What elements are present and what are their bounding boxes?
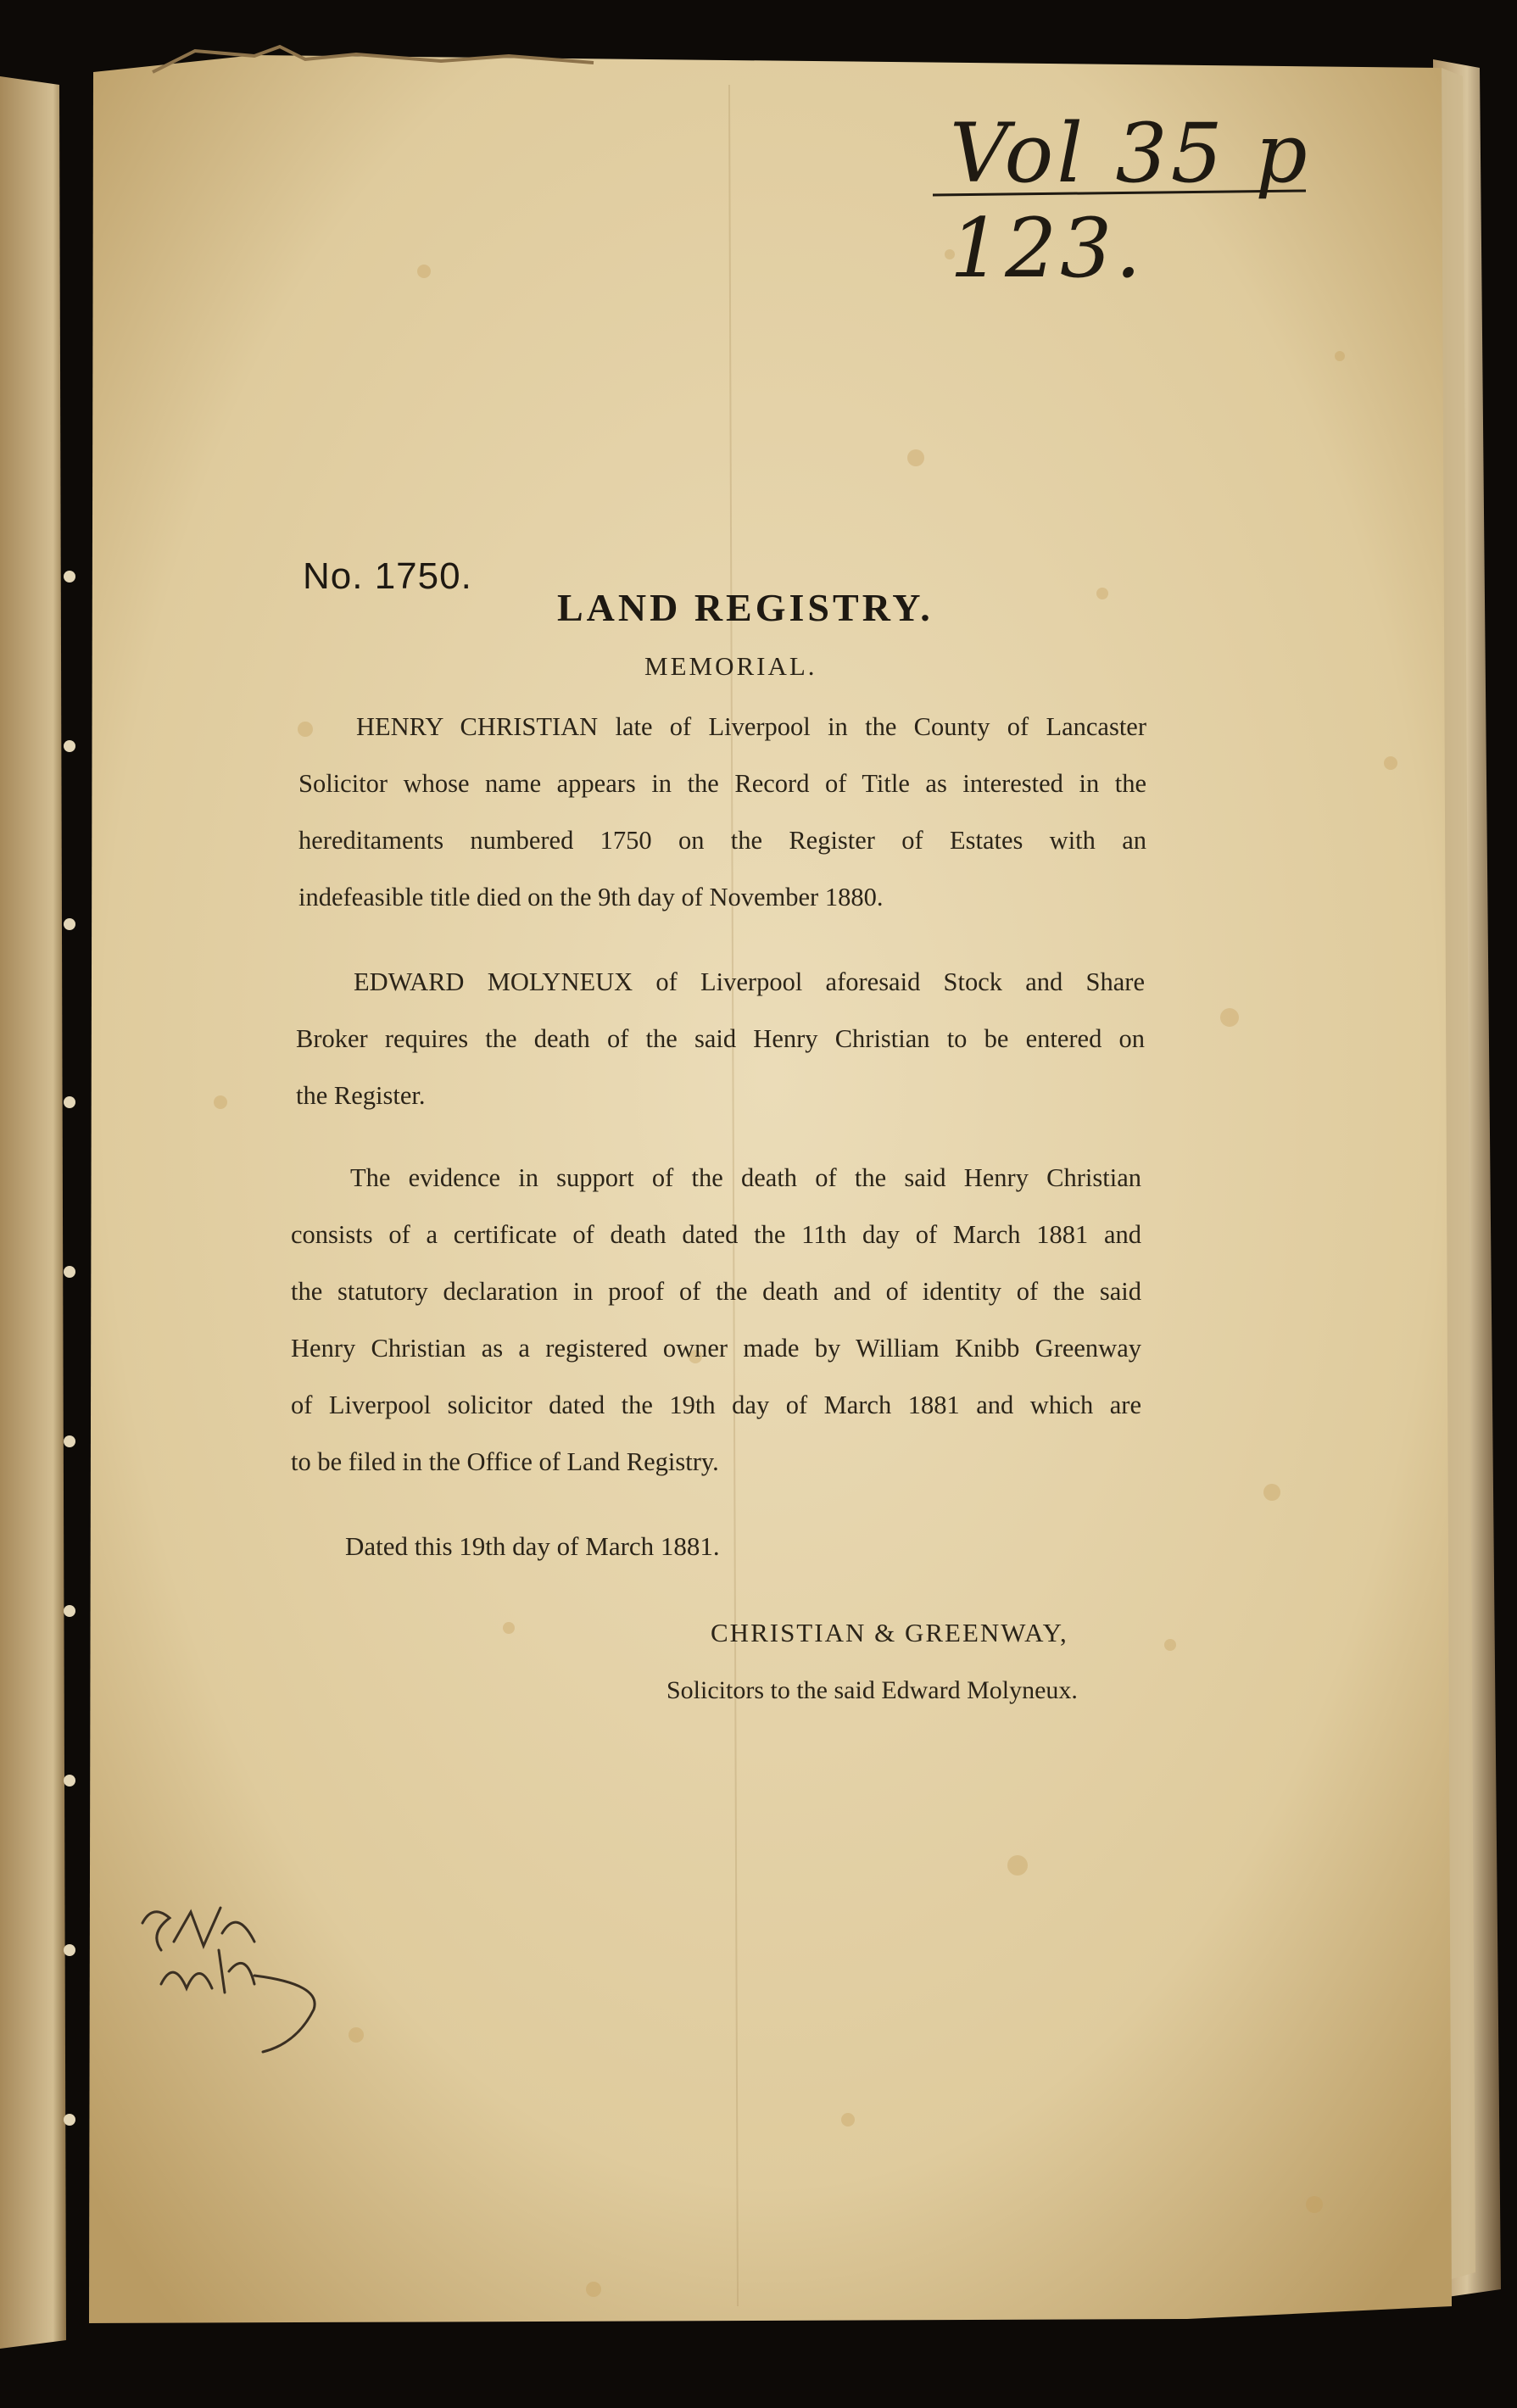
paragraph-line: Henry Christian as a registered owner made by William Knibb Greenway: [291, 1334, 1141, 1363]
paragraph-request: [296, 954, 1145, 1124]
signature-role: Solicitors to the said Edward Molyneux.: [666, 1676, 1078, 1704]
paragraph-line: Solicitor whose name appears in the Record of Title as interested in the: [298, 769, 1146, 798]
paragraph-line: the statutory declaration in proof of the death and of identity of the said: [291, 1277, 1141, 1306]
left-page-sliver: [0, 76, 66, 2349]
paragraph-line: HENRY CHRISTIAN late of Liverpool in the County of Lancaster: [356, 712, 1146, 741]
paragraph-death-notice: [298, 699, 1146, 926]
document-heading: LAND REGISTRY.: [557, 586, 934, 629]
paragraph-line: Broker requires the death of the said Henry Christian to be entered on: [296, 1024, 1145, 1053]
paragraph-line: The evidence in support of the death of the said Henry Christian: [350, 1163, 1141, 1192]
paragraph-line: of Liverpool solicitor dated the 19th day of March 1881 and which are: [291, 1391, 1141, 1419]
signature-firm: CHRISTIAN & GREENWAY,: [711, 1618, 1068, 1647]
record-number: No. 1750.: [303, 555, 472, 597]
document-subheading: MEMORIAL.: [644, 651, 817, 681]
paragraph-line: indefeasible title died on the 9th day of November 1880.: [298, 883, 884, 911]
paragraph-evidence: [291, 1150, 1141, 1491]
paragraph-line: hereditaments numbered 1750 on the Register of Estates with an: [298, 826, 1146, 855]
paragraph-line: the Register.: [296, 1081, 426, 1110]
paragraph-line: to be filed in the Office of Land Registry.: [291, 1447, 719, 1476]
dated-line: Dated this 19th day of March 1881.: [345, 1531, 720, 1561]
paragraph-line: EDWARD MOLYNEUX of Liverpool aforesaid Stock and Share: [354, 967, 1145, 996]
handwritten-volume-reference: Vol 35 p 123.: [950, 106, 1311, 296]
paragraph-line: consists of a certificate of death dated the 11th day of March 1881 and: [291, 1220, 1141, 1249]
